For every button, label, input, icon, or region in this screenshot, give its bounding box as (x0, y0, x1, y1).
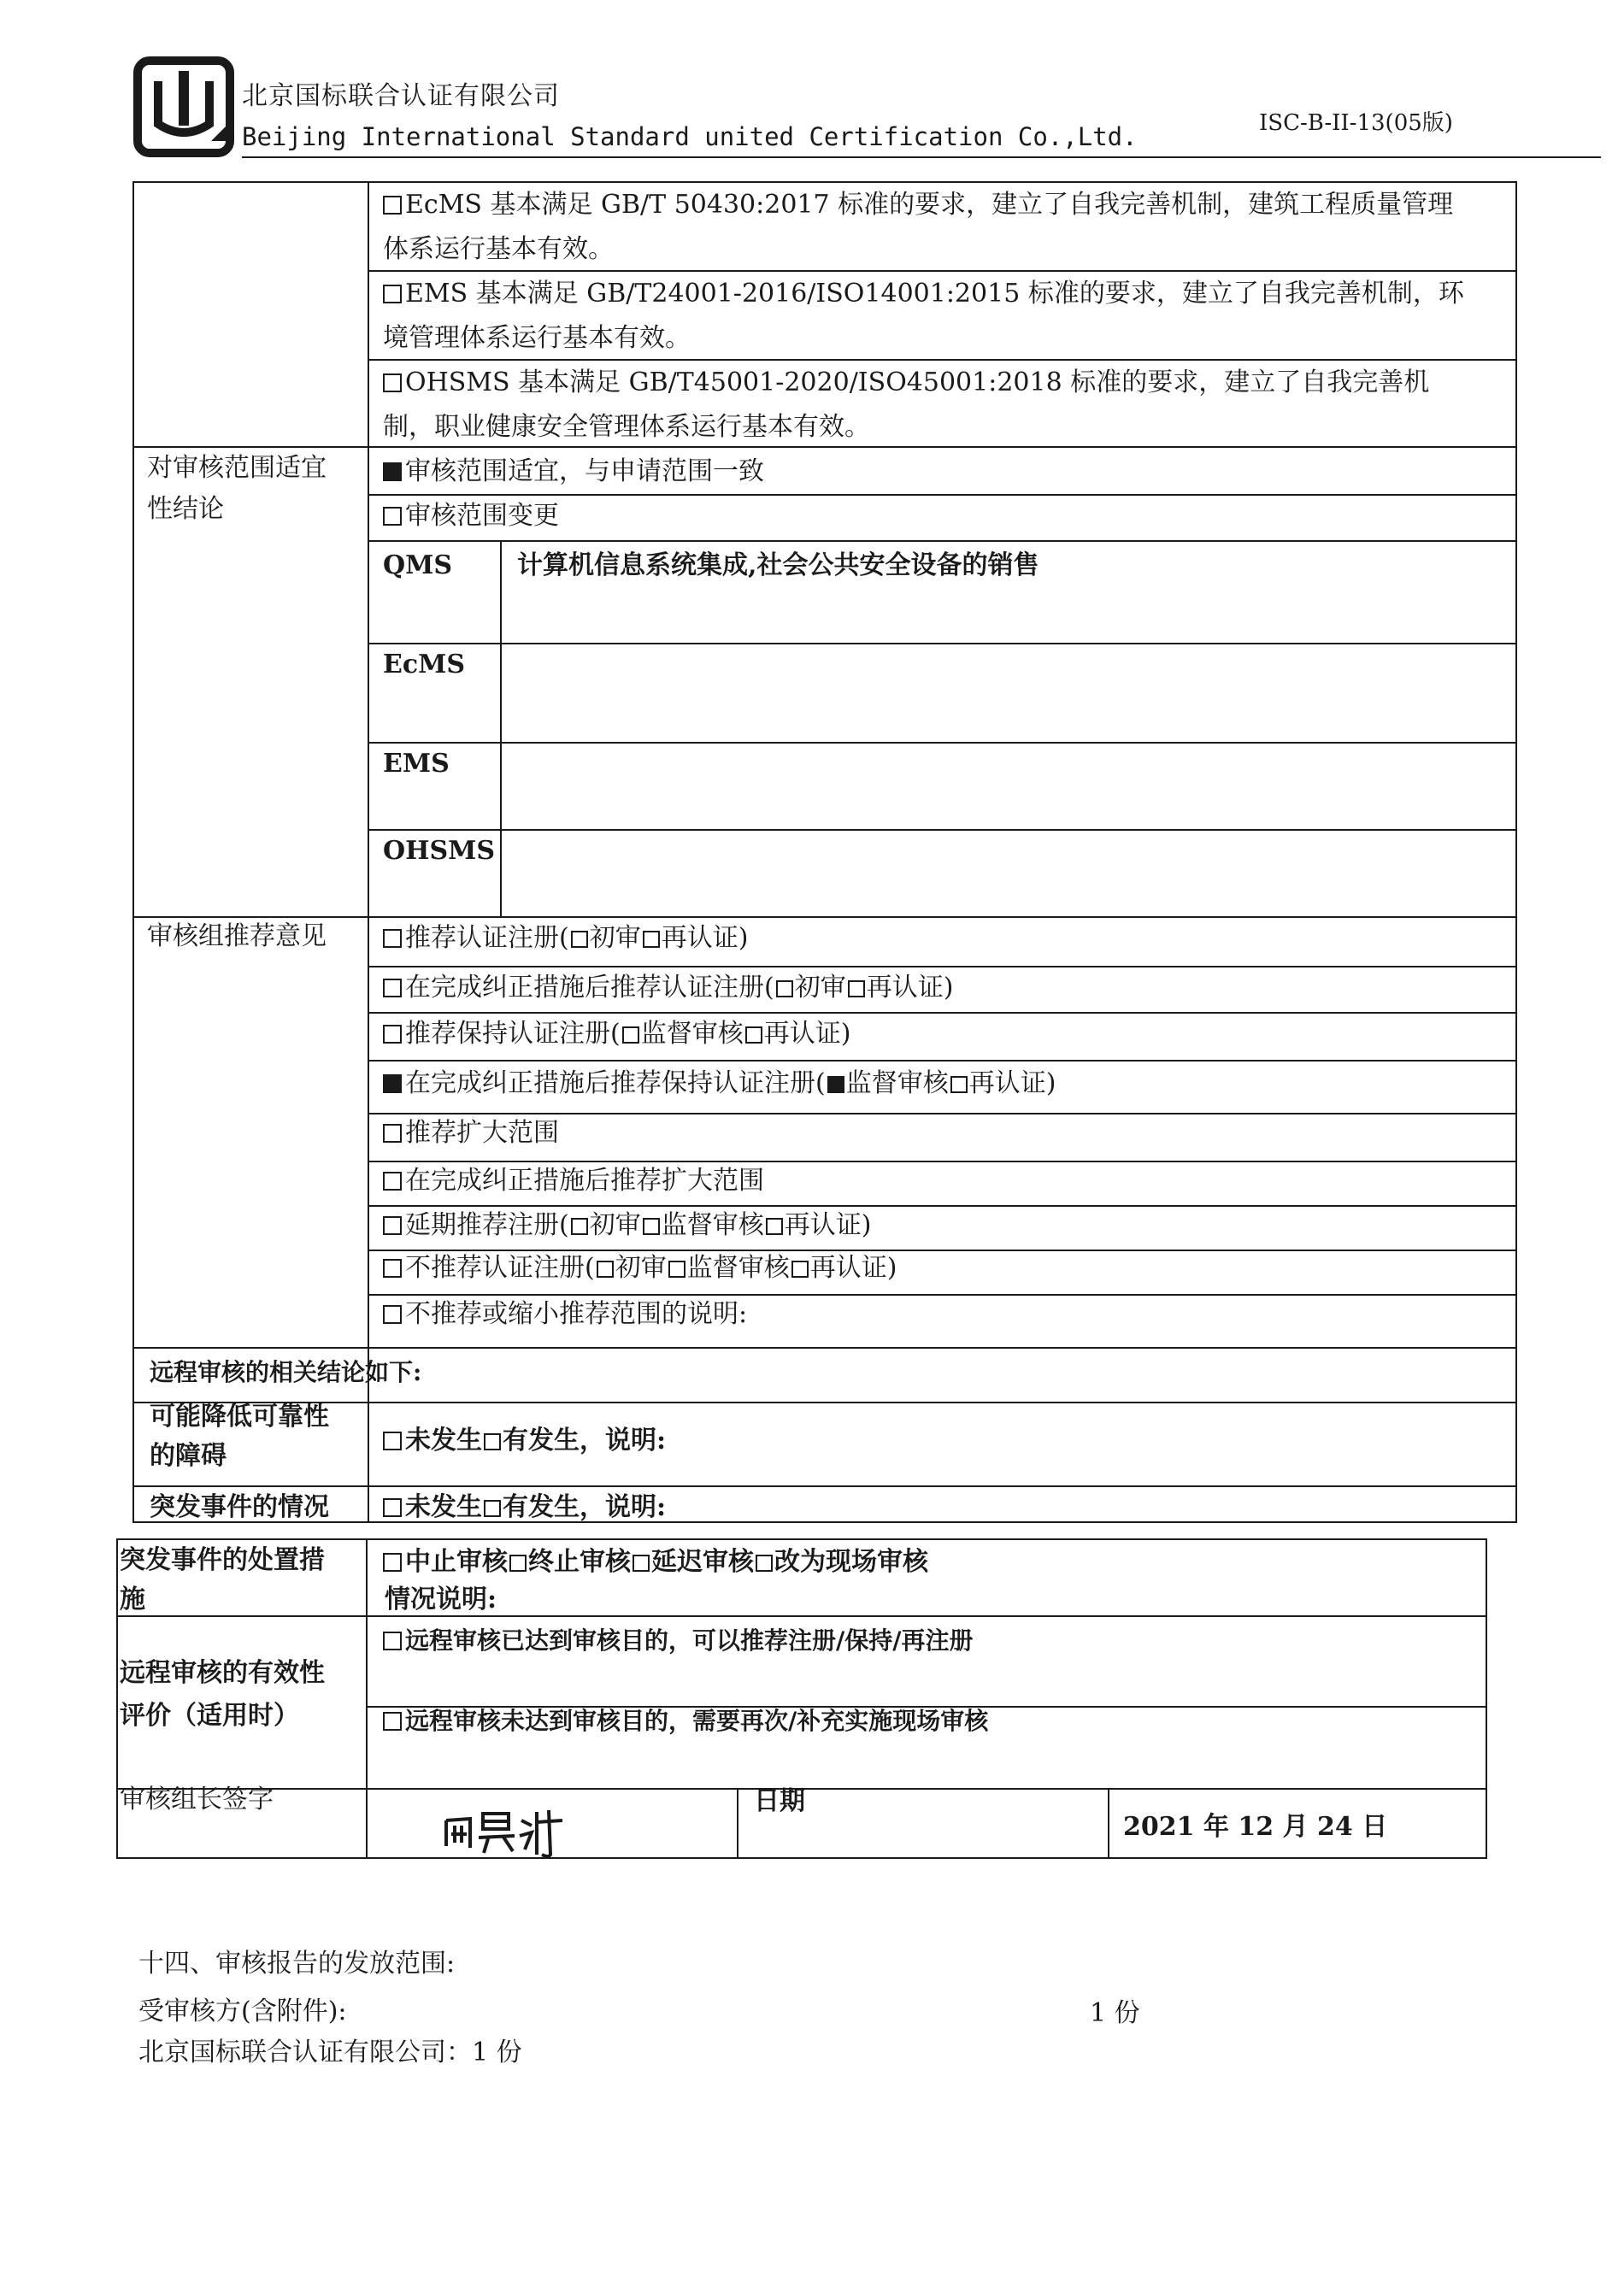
scope-label-1: 对审核范围适宜 (147, 453, 327, 483)
scope-appropriate-checkbox[interactable] (383, 462, 402, 481)
scope-system-qms: QMS (383, 550, 453, 580)
measure-label-2: 施 (120, 1585, 145, 1614)
recommend-option-3[interactable]: 推荐保持认证注册( 监督审核 再认证) (383, 1012, 850, 1056)
validity-yes[interactable]: 远程审核已达到审核目的，可以推荐注册/保持/再注册 (383, 1619, 973, 1663)
measure-label-1: 突发事件的处置措 (120, 1545, 325, 1575)
ecms-statement: EcMS 基本满足 GB/T 50430:2017 标准的要求，建立了自我完善机制，建筑工程质量管理体系运行基本有效。 (383, 190, 1454, 264)
emergency-label: 突发事件的情况 (150, 1492, 329, 1522)
remote-heading: 远程审核的相关结论如下: (150, 1358, 422, 1386)
recommend-label: 审核组推荐意见 (147, 921, 327, 951)
scope-option-appropriate[interactable]: 审核范围适宜，与申请范围一致 (383, 450, 764, 494)
distribution-auditee-count: 1 份 (1090, 1998, 1140, 2028)
validity-label-1: 远程审核的有效性 (120, 1658, 325, 1688)
measure-note: 情况说明: (385, 1585, 497, 1614)
document-code: ISC-B-II-13(05版) (1259, 110, 1453, 136)
date-label: 日期 (754, 1786, 805, 1816)
emergency-status[interactable]: 未发生 有发生，说明: (383, 1485, 666, 1530)
scope-system-ecms: EcMS (383, 650, 466, 679)
recommend-option-7[interactable]: 延期推荐注册( 初审 监督审核 再认证) (383, 1203, 871, 1248)
ems-statement: EMS 基本满足 GB/T24001-2016/ISO14001:2015 标准的要求，建立了自我完善机制，环境管理体系运行基本有效。 (383, 279, 1464, 353)
recommend-option-1[interactable]: 推荐认证注册( 初审 再认证) (383, 916, 748, 961)
scope-change-checkbox[interactable] (383, 507, 402, 526)
recommend-option-9[interactable]: 不推荐或缩小推荐范围的说明: (383, 1292, 747, 1337)
validity-no[interactable]: 远程审核未达到审核目的，需要再次/补充实施现场审核 (383, 1699, 988, 1744)
recommend-option-2[interactable]: 在完成纠正措施后推荐认证注册( 初审 再认证) (383, 966, 953, 1010)
scope-value-qms: 计算机信息系统集成,社会公共安全设备的销售 (517, 550, 1039, 580)
scope-label-2: 性结论 (147, 494, 224, 524)
obstacle-status[interactable]: 未发生 有发生，说明: (383, 1419, 666, 1463)
obstacle-label-2: 的障碍 (150, 1441, 227, 1471)
ems-checkbox[interactable] (383, 285, 402, 303)
ecms-checkbox[interactable] (383, 196, 402, 215)
measure-options[interactable]: 中止审核 终止审核 延迟审核 改为现场审核 (383, 1540, 928, 1585)
ohsms-statement: OHSMS 基本满足 GB/T45001-2020/ISO45001:2018 标准的要求，建立了自我完善机制，职业健康安全管理体系运行基本有效。 (383, 368, 1430, 442)
date-value: 2021 年 12 月 24 日 (1123, 1812, 1388, 1842)
company-logo (132, 56, 235, 158)
header-divider (242, 156, 1601, 158)
obstacle-label-1: 可能降低可靠性 (150, 1402, 329, 1432)
ohsms-checkbox[interactable] (383, 373, 402, 392)
distribution-title: 十四、审核报告的发放范围: (138, 1949, 456, 1979)
scope-system-ohsms: OHSMS (383, 836, 496, 866)
leader-signature (436, 1795, 573, 1859)
company-name-cn: 北京国标联合认证有限公司 (242, 81, 560, 111)
recommend-option-5[interactable]: 推荐扩大范围 (383, 1111, 559, 1156)
page-header (132, 47, 1500, 158)
scope-option-change[interactable]: 审核范围变更 (383, 494, 559, 538)
scope-system-divider (500, 540, 502, 916)
company-name-en: Beijing International Standard united Certification Co.,Ltd. (242, 122, 1138, 151)
recommend-option-4[interactable]: 在完成纠正措施后推荐保持认证注册( 监督审核 再认证) (383, 1061, 1056, 1106)
distribution-auditee: 受审核方(含附件): (138, 1997, 347, 2026)
label-column-divider (368, 181, 369, 1523)
validity-label-2: 评价（适用时） (120, 1701, 299, 1731)
recommend-option-8[interactable]: 不推荐认证注册( 初审 监督审核 再认证) (383, 1246, 897, 1291)
distribution-company: 北京国标联合认证有限公司：1 份 (138, 2038, 522, 2067)
scope-system-ems: EMS (383, 749, 450, 779)
leader-sign-label: 审核组长签字 (120, 1785, 274, 1814)
recommend-option-6[interactable]: 在完成纠正措施后推荐扩大范围 (383, 1159, 764, 1203)
